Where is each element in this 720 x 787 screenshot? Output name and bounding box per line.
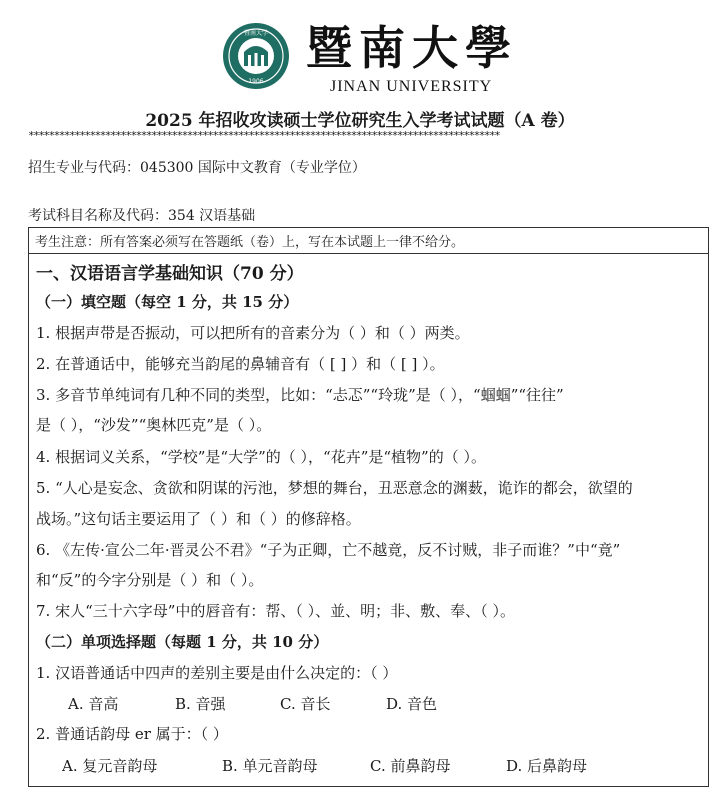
fill-question-6-line-2: 和“反”的今字分别是（ ）和（ ）。 <box>36 571 264 589</box>
fill-question-5-line-2: 战场。”这句话主要运用了（ ）和（ ）的修辞格。 <box>36 510 361 528</box>
seal-text: 暨南大学 <box>243 30 269 37</box>
choice-2-option-d: D. 后鼻韵母 <box>506 757 588 775</box>
section-one-title: 一、汉语语言学基础知识（70 分） <box>36 264 304 284</box>
choice-2-option-a: A. 复元音韵母 <box>62 757 158 775</box>
choice-2-option-c: C. 前鼻韵母 <box>370 757 451 775</box>
university-name-en: JINAN UNIVERSITY <box>330 78 493 95</box>
fill-question-2: 2. 在普通话中，能够充当韵尾的鼻辅音有（ [ ] ）和（ [ ] ）。 <box>36 355 445 373</box>
major-info: 招生专业与代码：045300 国际中文教育（专业学位） <box>28 160 366 176</box>
choice-1-option-a: A. 音高 <box>68 695 119 713</box>
candidate-notice: 考生注意：所有答案必须写在答题纸（卷）上，写在本试题上一律不给分。 <box>35 235 465 250</box>
fill-question-7: 7. 宋人“三十六字母”中的唇音有：帮、（ ）、並、明；非、敷、奉、（ ）。 <box>36 602 515 620</box>
seal-year: 1906 <box>248 78 264 85</box>
fill-question-5-line-1: 5. “人心是妄念、贪欲和阴谋的污池，梦想的舞台，丑恶意念的渊薮，诡诈的都会，欲望的 <box>36 479 633 497</box>
university-name-cn: 暨南大學 <box>306 21 518 75</box>
exam-title: 2025 年招收攻读硕士学位研究生入学考试试题（A 卷） <box>145 111 575 131</box>
choice-1-option-c: C. 音长 <box>280 695 331 713</box>
separator-line: ******************************************************************************************** <box>28 129 500 142</box>
choice-question-2: 2. 普通话韵母 er 属于：（ ） <box>36 725 228 743</box>
choice-1-option-b: B. 音强 <box>175 695 226 713</box>
choice-question-1: 1. 汉语普通话中四声的差别主要是由什么决定的：（ ） <box>36 664 398 682</box>
university-seal-icon <box>222 22 290 90</box>
choice-section-title: （二）单项选择题（每题 1 分，共 10 分） <box>36 633 329 651</box>
fill-section-title: （一）填空题（每空 1 分，共 15 分） <box>36 293 299 311</box>
choice-1-option-d: D. 音色 <box>386 695 438 713</box>
fill-question-6-line-1: 6. 《左传·宣公二年·晋灵公不君》“子为正卿，亡不越竟，反不讨贼，非子而谁？”中“竟” <box>36 541 621 559</box>
fill-question-3-line-2: 是（ ），“沙发”“奥林匹克”是（ ）。 <box>36 416 272 434</box>
fill-question-4: 4. 根据词义关系，“学校”是“大学”的（ ），“花卉”是“植物”的（ ）。 <box>36 448 486 466</box>
choice-2-option-b: B. 单元音韵母 <box>222 757 318 775</box>
notice-divider <box>28 253 709 254</box>
fill-question-1: 1. 根据声带是否振动，可以把所有的音素分为（ ）和（ ）两类。 <box>36 324 470 342</box>
fill-question-3-line-1: 3. 多音节单纯词有几种不同的类型，比如：“忐忑”“玲珑”是（ ），“蝈蝈”“往往” <box>36 386 564 404</box>
subject-info: 考试科目名称及代码：354 汉语基础 <box>28 208 256 224</box>
